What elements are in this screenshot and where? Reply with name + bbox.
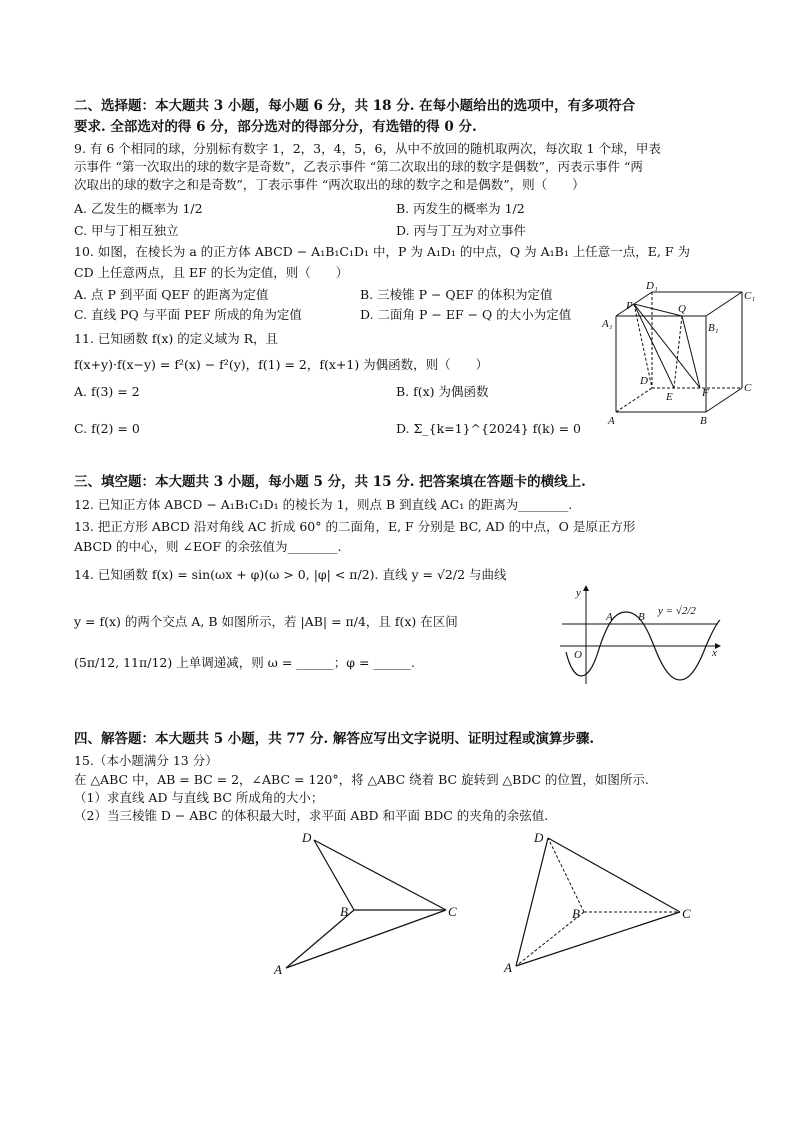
cube-label-c1: C₁: [744, 290, 756, 302]
sine-point-b: B: [638, 611, 645, 623]
q10-option-d: D. 二面角 P − EF − Q 的大小为定值: [360, 307, 572, 322]
q13-line1: 13. 把正方形 ABCD 沿对角线 AC 折成 60° 的二面角，E, F 分别是 BC, AD 的中点，O 是原正方形: [74, 519, 636, 534]
q12-line1: 12. 已知正方体 ABCD − A₁B₁C₁D₁ 的棱长为 1，则点 B 到直线 AC₁ 的距离为________.: [74, 497, 573, 512]
cube-label-q: Q: [678, 303, 686, 315]
q10-option-c: C. 直线 PQ 与平面 PEF 所成的角为定值: [74, 307, 302, 322]
fig2-label-d: D: [534, 830, 544, 845]
sine-line-label: y = √2/2: [658, 605, 696, 617]
q9-option-a: A. 乙发生的概率为 1/2: [74, 201, 203, 216]
q13-line2: ABCD 的中心，则 ∠EOF 的余弦值为________.: [74, 539, 342, 554]
q11-line1: 11. 已知函数 f(x) 的定义域为 R，且: [74, 331, 279, 346]
q9-option-c: C. 甲与丁相互独立: [74, 223, 179, 238]
fig1-label-a: A: [274, 962, 282, 976]
sine-axis-x: x: [712, 647, 717, 659]
q9-option-d: D. 丙与丁互为对立事件: [396, 223, 527, 238]
fig2-label-a: A: [504, 960, 512, 975]
q10-option-b: B. 三棱锥 P − QEF 的体积为定值: [360, 287, 553, 302]
cube-label-c: C: [744, 382, 752, 394]
triangle-figure-2: [500, 826, 700, 976]
cube-label-f: F: [702, 387, 709, 399]
triangle-figure-1: [270, 826, 470, 976]
q15-part1: （1）求直线 AD 与直线 BC 所成角的大小；: [74, 790, 324, 805]
fig1-label-c: C: [448, 904, 457, 919]
fig2-label-b: B: [572, 906, 580, 921]
q10-line2: CD 上任意两点，且 EF 的长为定值，则（ ）: [74, 265, 349, 280]
sine-point-a: A: [606, 611, 613, 623]
cube-label-a1: A₁: [602, 318, 613, 330]
q11-option-b: B. f(x) 为偶函数: [396, 384, 489, 399]
sine-figure: [556, 580, 726, 688]
q9-option-b: B. 丙发生的概率为 1/2: [396, 201, 525, 216]
q14-line2: y = f(x) 的两个交点 A, B 如图所示，若 |AB| = π/4，且 f(x) 在区间: [74, 614, 458, 629]
fig2-label-c: C: [682, 906, 691, 921]
q11-option-d: D. Σ_{k=1}^{2024} f(k) = 0: [396, 421, 582, 436]
q15-line1: 在 △ABC 中，AB = BC = 2，∠ABC = 120°，将 △ABC 绕着 BC 旋转到 △BDC 的位置，如图所示.: [74, 772, 649, 787]
section-3-title: 三、填空题：本大题共 3 小题，每小题 5 分，共 15 分. 把答案填在答题卡的横线上.: [74, 474, 586, 490]
cube-label-e: E: [666, 391, 673, 403]
cube-label-b: B: [700, 415, 707, 427]
section-2-title-line2: 要求. 全部选对的得 6 分，部分选对的得部分分，有选错的得 0 分.: [74, 119, 477, 135]
fig1-label-b: B: [340, 904, 348, 919]
sine-axis-y: y: [576, 587, 581, 599]
fig1-label-d: D: [302, 830, 312, 845]
q10-line1: 10. 如图，在棱长为 a 的正方体 ABCD − A₁B₁C₁D₁ 中，P 为 A₁D₁ 的中点，Q 为 A₁B₁ 上任意一点，E, F 为: [74, 244, 691, 259]
q11-option-c: C. f(2) = 0: [74, 421, 140, 436]
q9-line1: 9. 有 6 个相同的球，分别标有数字 1，2，3，4，5，6，从中不放回的随机取两次，每次取 1 个球，甲表: [74, 141, 661, 156]
q11-option-a: A. f(3) = 2: [74, 384, 140, 399]
section-2-title-line1: 二、选择题：本大题共 3 小题，每小题 6 分，共 18 分. 在每小题给出的选项中，有多项符合: [74, 98, 636, 114]
cube-label-d1: D₁: [646, 280, 658, 292]
q11-line2: f(x+y)·f(x−y) = f²(x) − f²(y)，f(1) = 2，f(x+1) 为偶函数，则（ ）: [74, 357, 489, 372]
q9-line2: 示事件 “第一次取出的球的数字是奇数”，乙表示事件 “第二次取出的球的数字是偶数”，丙表示事件 “两: [74, 159, 643, 174]
cube-label-b1: B₁: [708, 322, 719, 334]
cube-label-p: P: [626, 300, 633, 312]
cube-label-a: A: [608, 415, 615, 427]
cube-label-d: D: [640, 375, 648, 387]
q14-line1: 14. 已知函数 f(x) = sin(ωx + φ)(ω > 0, |φ| < π/2). 直线 y = √2/2 与曲线: [74, 567, 507, 582]
q15-header: 15.（本小题满分 13 分）: [74, 753, 218, 768]
sine-origin: O: [574, 649, 582, 661]
cube-figure: [596, 280, 766, 430]
q10-option-a: A. 点 P 到平面 QEF 的距离为定值: [74, 287, 269, 302]
section-4-title: 四、解答题：本大题共 5 小题，共 77 分. 解答应写出文字说明、证明过程或演算步骤.: [74, 731, 595, 747]
q9-line3: 次取出的球的数字之和是奇数”，丁表示事件 “两次取出的球的数字之和是偶数”，则（ ）: [74, 177, 585, 192]
q15-part2: （2）当三棱锥 D − ABC 的体积最大时，求平面 ABD 和平面 BDC 的夹角的余弦值.: [74, 808, 549, 823]
q14-line3: (5π/12, 11π/12) 上单调递减，则 ω = ______；φ = ______.: [74, 655, 415, 670]
